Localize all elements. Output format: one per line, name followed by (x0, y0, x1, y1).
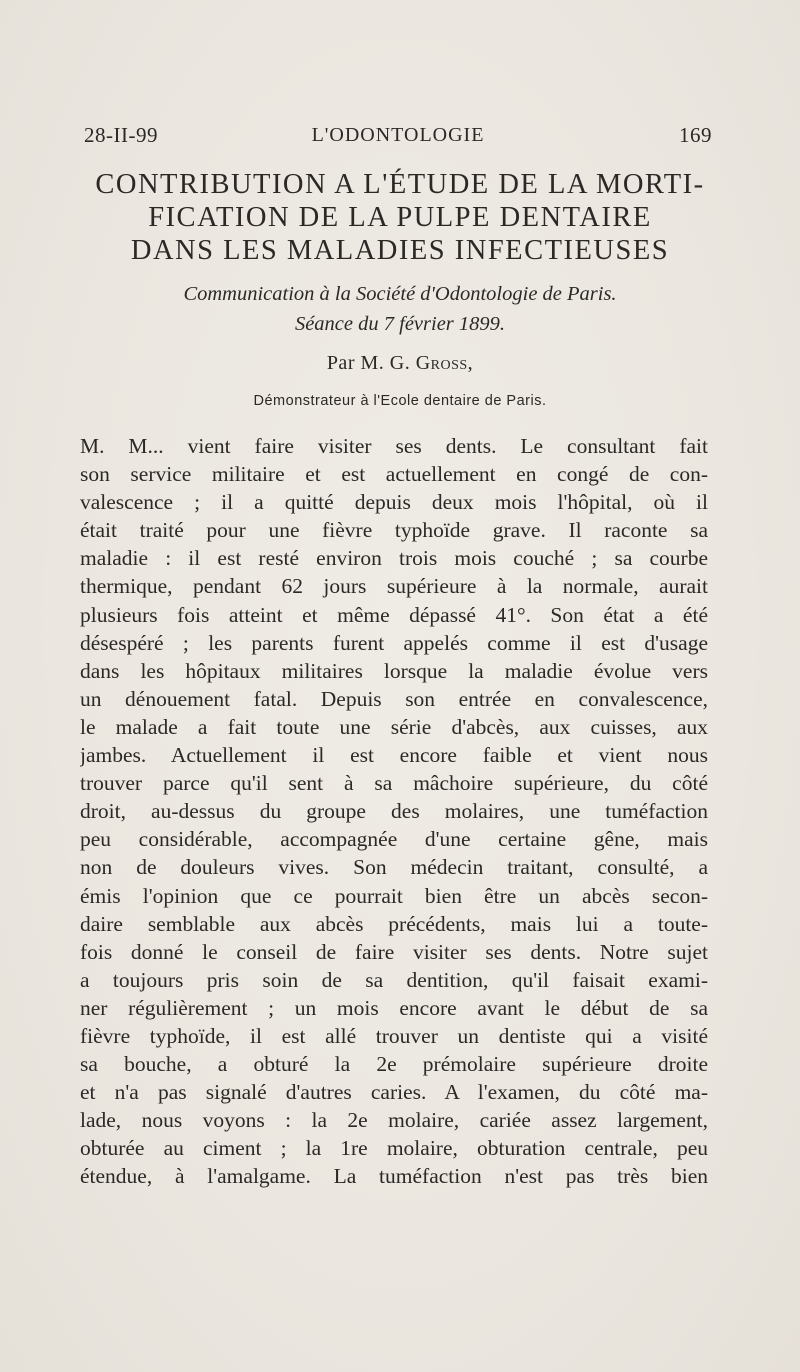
article-subtitle (60, 279, 740, 339)
body-line: daire semblable aux abcès précédents, mais lui a toute- (80, 911, 708, 936)
body-line: fièvre typhoïde, il est allé trouver un dentiste qui a visité (80, 1023, 708, 1048)
running-head (84, 120, 712, 150)
body-line: émis l'opinion que ce pourrait bien être un abcès secon- (80, 883, 708, 908)
body-line: dans les hôpitaux militaires lorsque la maladie évolue vers (80, 658, 708, 683)
subtitle-line: Séance du 7 février 1899. (294, 313, 506, 335)
page-number: 169 (679, 123, 712, 147)
body-line: et n'a pas signalé d'autres caries. A l'examen, du côté ma- (80, 1080, 708, 1105)
running-head-journal: L'ODONTOLOGIE (311, 124, 485, 146)
body-line: thermique, pendant 62 jours supérieure à la normale, aurait (80, 574, 708, 599)
body-line: ner régulièrement ; un mois encore avant le début de sa (80, 995, 708, 1020)
body-line: M. M... vient faire visiter ses dents. Le consultant fait (80, 434, 708, 458)
body-line: plusieurs fois atteint et même dépassé 41°. Son état a été (80, 602, 708, 627)
body-line: trouver parce qu'il sent à sa mâchoire supérieure, du côté (80, 771, 708, 796)
title-line: FICATION DE LA PULPE DENTAIRE (148, 202, 652, 233)
subtitle-line: Communication à la Société d'Odontologie de Paris. (183, 283, 617, 305)
body-line: lade, nous voyons : la 2e molaire, cariée assez largement, (80, 1108, 708, 1133)
author-affiliation: Démonstrateur à l'Ecole dentaire de Paris. (253, 393, 547, 409)
title-line: CONTRIBUTION A L'ÉTUDE DE LA MORTI- (95, 169, 705, 200)
body-line: un dénouement fatal. Depuis son entrée en convalescence, (80, 686, 708, 711)
article-title (60, 168, 740, 267)
body-line: désespéré ; les parents furent appelés comme il est d'usage (80, 630, 708, 655)
body-line: sa bouche, a obturé la 2e prémolaire supérieure droite (80, 1052, 708, 1077)
body-line: le malade a fait toute une série d'abcès, aux cuisses, aux (80, 714, 708, 739)
body-line: non de douleurs vives. Son médecin traitant, consulté, a (80, 855, 708, 880)
body-line: obturée au ciment ; la 1re molaire, obturation centrale, peu (80, 1136, 708, 1161)
body-line: maladie : il est resté environ trois mois couché ; sa courbe (80, 546, 708, 571)
author-prefix: Par M. G. (326, 352, 411, 374)
body-line: valescence ; il a quitté depuis deux mois l'hôpital, où il (80, 490, 708, 515)
body-line: son service militaire et est actuellement en congé de con- (80, 462, 708, 487)
body-line: était traité pour une fièvre typhoïde grave. Il raconte sa (80, 518, 708, 543)
author-name: Gross, (415, 352, 474, 374)
body-line: fois donné le conseil de faire visiter ses dents. Notre sujet (80, 939, 708, 964)
body-line: droit, au-dessus du groupe des molaires, une tuméfaction (80, 799, 708, 824)
body-line: a toujours pris soin de sa dentition, qu'il faisait exami- (80, 967, 708, 992)
body-line: jambes. Actuellement il est encore faible et vient nous (80, 743, 708, 768)
running-head-date: 28-II-99 (84, 123, 158, 147)
body-line: peu considérable, accompagnée d'une certaine gêne, mais (80, 827, 708, 852)
body-line: étendue, à l'amalgame. La tuméfaction n'est pas très bien (80, 1164, 708, 1189)
title-line: DANS LES MALADIES INFECTIEUSES (130, 235, 670, 266)
author-byline (60, 350, 740, 376)
body-paragraph (80, 432, 708, 1191)
